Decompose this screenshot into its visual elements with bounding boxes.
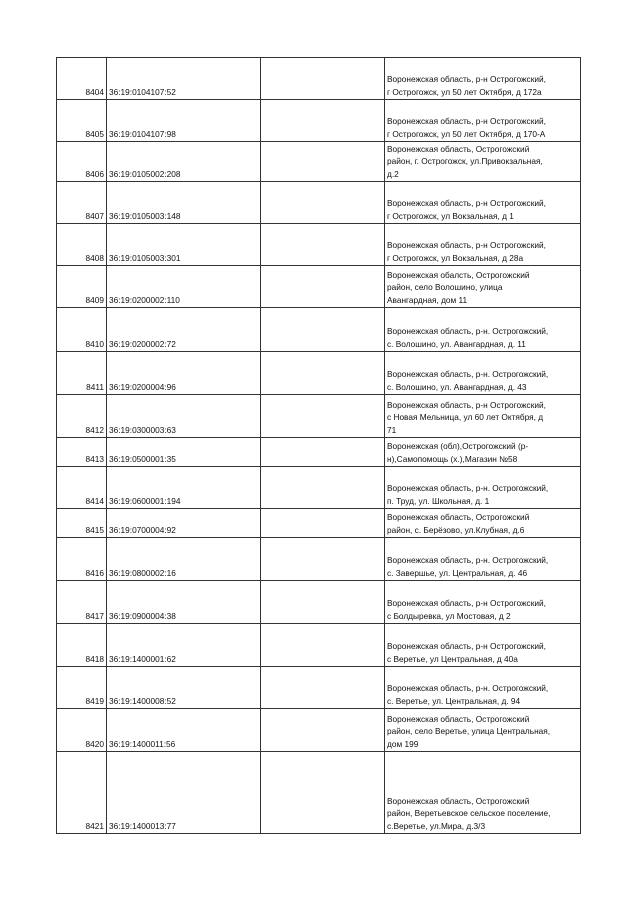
empty-cell	[261, 308, 385, 352]
empty-cell	[261, 709, 385, 752]
address-line: дом 199	[387, 738, 419, 749]
row-number-cell: 8410	[57, 308, 107, 352]
address-line: п. Труд, ул. Школьная, д. 1	[387, 495, 490, 506]
table-row	[57, 624, 581, 667]
row-number-cell: 8411	[57, 352, 107, 395]
address-cell	[385, 709, 581, 752]
address-cell	[385, 509, 581, 538]
address-line: г Острогожск, ул Вокзальная, д 28а	[387, 252, 524, 263]
table-row	[57, 308, 581, 352]
empty-cell	[261, 142, 385, 182]
address-line: г Острогожск, ул 50 лет Октября, д 172а	[387, 86, 542, 97]
address-cell	[385, 624, 581, 667]
address-cell	[385, 581, 581, 624]
cadastral-number-cell: 36:19:1400008:52	[107, 667, 261, 709]
cadastral-number-cell: 36:19:0700004:92	[107, 509, 261, 538]
address-line: с. Волошино, ул. Авангардная, д. 11	[387, 338, 526, 349]
cadastral-number-cell: 36:19:0200002:72	[107, 308, 261, 352]
address-line: район, г. Острогожск, ул.Привокзальная,	[387, 156, 543, 167]
address-line: Воронежская область, р-н. Острогожский,	[387, 483, 549, 494]
address-cell	[385, 752, 581, 834]
empty-cell	[261, 395, 385, 438]
table-row	[57, 538, 581, 581]
address-line: Воронежская (обл),Острогожский (р-	[387, 441, 529, 452]
address-line: н),Самопомощь (х.),Магазин №58	[387, 453, 518, 464]
empty-cell	[261, 624, 385, 667]
address-line: район, село Веретье, улица Центральная,	[387, 726, 551, 737]
address-cell	[385, 224, 581, 266]
address-cell	[385, 308, 581, 352]
table-row	[57, 395, 581, 438]
address-line: Воронежская область, р-н. Острогожский,	[387, 555, 549, 566]
table-row	[57, 709, 581, 752]
row-number-cell: 8404	[57, 58, 107, 100]
address-line: с Веретье, ул Центральная, д 40а	[387, 653, 518, 664]
address-line: с Новая Мельница, ул 60 лет Октября, д	[387, 412, 544, 423]
property-table-body	[57, 58, 581, 834]
row-number-cell: 8421	[57, 752, 107, 834]
address-line: Воронежская область, р-н Острогожский,	[387, 116, 546, 127]
address-line: 71	[387, 424, 397, 435]
table-row	[57, 142, 581, 182]
table-row	[57, 100, 581, 142]
table-row	[57, 467, 581, 509]
address-cell	[385, 266, 581, 308]
address-line: район, село Волошино, улица	[387, 282, 503, 293]
cadastral-number-cell: 36:19:0105003:148	[107, 182, 261, 224]
empty-cell	[261, 438, 385, 467]
cadastral-number-cell: 36:19:0500001:35	[107, 438, 261, 467]
address-line: г Острогожск, ул 50 лет Октября, д 170-А	[387, 128, 546, 139]
empty-cell	[261, 58, 385, 100]
cadastral-number-cell: 36:19:0105003:301	[107, 224, 261, 266]
property-table	[56, 57, 581, 834]
empty-cell	[261, 581, 385, 624]
address-line: Воронежская обалсть, Острогожский	[387, 269, 530, 280]
row-number-cell: 8409	[57, 266, 107, 308]
row-number-cell: 8408	[57, 224, 107, 266]
cadastral-number-cell: 36:19:0104107:98	[107, 100, 261, 142]
table-row	[57, 352, 581, 395]
address-cell	[385, 58, 581, 100]
row-number-cell: 8406	[57, 142, 107, 182]
cadastral-number-cell: 36:19:0200004:96	[107, 352, 261, 395]
table-row	[57, 58, 581, 100]
address-line: район, с. Берёзово, ул.Клубная, д.6	[387, 524, 525, 535]
address-cell	[385, 100, 581, 142]
address-cell	[385, 438, 581, 467]
cadastral-number-cell: 36:19:0900004:38	[107, 581, 261, 624]
table-row	[57, 266, 581, 308]
row-number-cell: 8415	[57, 509, 107, 538]
row-number-cell: 8413	[57, 438, 107, 467]
table-row	[57, 752, 581, 834]
address-line: Воронежская область, р-н. Острогожский,	[387, 326, 549, 337]
address-cell	[385, 538, 581, 581]
empty-cell	[261, 752, 385, 834]
row-number-cell: 8405	[57, 100, 107, 142]
cadastral-number-cell: 36:19:0800002:16	[107, 538, 261, 581]
address-line: д.2	[387, 168, 399, 179]
cadastral-number-cell: 36:19:0300003:63	[107, 395, 261, 438]
address-line: г Острогожск, ул Вокзальная, д 1	[387, 210, 514, 221]
empty-cell	[261, 667, 385, 709]
table-row	[57, 224, 581, 266]
address-line: Воронежская область, Острогожский	[387, 795, 530, 806]
empty-cell	[261, 538, 385, 581]
table-row	[57, 438, 581, 467]
address-line: с Болдыревка, ул Мостовая, д 2	[387, 610, 511, 621]
address-line: Воронежская область, Острогожский	[387, 143, 530, 154]
address-cell	[385, 182, 581, 224]
table-row	[57, 182, 581, 224]
empty-cell	[261, 467, 385, 509]
address-line: Воронежская область, р-н. Острогожский,	[387, 683, 549, 694]
table-row	[57, 667, 581, 709]
row-number-cell: 8407	[57, 182, 107, 224]
address-line: с.Веретье, ул.Мира, д.3/3	[387, 820, 486, 831]
address-line: с. Завершье, ул. Центральная, д. 46	[387, 567, 528, 578]
address-line: Воронежская область, р-н Острогожский,	[387, 399, 546, 410]
address-line: Воронежская область, р-н Острогожский,	[387, 598, 546, 609]
address-line: Воронежская область, р-н. Острогожский,	[387, 369, 549, 380]
address-cell	[385, 467, 581, 509]
empty-cell	[261, 352, 385, 395]
address-line: Воронежская область, р-н Острогожский,	[387, 198, 546, 209]
empty-cell	[261, 224, 385, 266]
row-number-cell: 8414	[57, 467, 107, 509]
address-line: с. Волошино, ул. Авангардная, д. 43	[387, 381, 527, 392]
row-number-cell: 8418	[57, 624, 107, 667]
address-cell	[385, 142, 581, 182]
table-row	[57, 509, 581, 538]
cadastral-number-cell: 36:19:1400011:56	[107, 709, 261, 752]
cadastral-number-cell: 36:19:0200002:110	[107, 266, 261, 308]
address-line: Воронежская область, р-н Острогожский,	[387, 641, 546, 652]
table-row	[57, 581, 581, 624]
row-number-cell: 8419	[57, 667, 107, 709]
empty-cell	[261, 182, 385, 224]
empty-cell	[261, 266, 385, 308]
address-line: Воронежская область, р-н Острогожский,	[387, 240, 546, 251]
cadastral-number-cell: 36:19:1400001:62	[107, 624, 261, 667]
cadastral-number-cell: 36:19:0600001:194	[107, 467, 261, 509]
address-line: Воронежская область, Острогожский	[387, 512, 530, 523]
cadastral-number-cell: 36:19:0104107:52	[107, 58, 261, 100]
address-cell	[385, 395, 581, 438]
address-cell	[385, 667, 581, 709]
row-number-cell: 8420	[57, 709, 107, 752]
empty-cell	[261, 509, 385, 538]
empty-cell	[261, 100, 385, 142]
cadastral-number-cell: 36:19:1400013:77	[107, 752, 261, 834]
cadastral-number-cell: 36:19:0105002:208	[107, 142, 261, 182]
address-line: Воронежская область, р-н Острогожский,	[387, 74, 546, 85]
address-cell	[385, 352, 581, 395]
address-line: Воронежская область, Острогожский	[387, 713, 530, 724]
address-line: район, Веретьевское сельское поселение,	[387, 808, 551, 819]
address-line: с. Веретье, ул. Центральная, д. 94	[387, 695, 521, 706]
row-number-cell: 8412	[57, 395, 107, 438]
address-line: Авангардная, дом 11	[387, 294, 468, 305]
row-number-cell: 8417	[57, 581, 107, 624]
row-number-cell: 8416	[57, 538, 107, 581]
